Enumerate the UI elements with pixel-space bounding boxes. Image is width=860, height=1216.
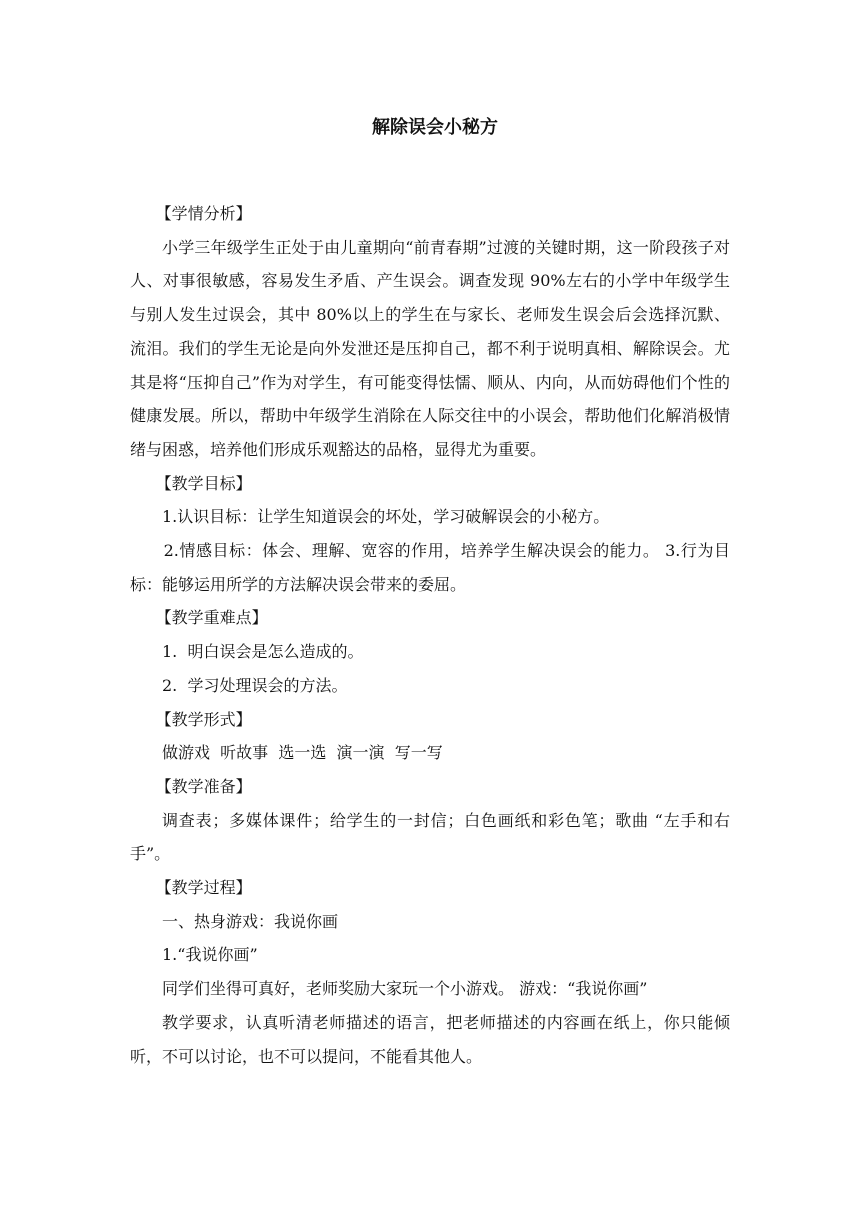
paragraph-mubiao-1: 1.认识目标：让学生知道误会的坏处，学习破解误会的小秘方。 xyxy=(162,507,610,527)
section-heading-mubiao: 【教学目标】 xyxy=(155,473,252,493)
paragraph-mubiao-2: 2.情感目标：体会、理解、宽容的作用，培养学生解决误会的能力。 3.行为目标：能够运用所学的方法解决误会带来的委屈。 xyxy=(130,541,730,594)
list-item-zhongnandian-1: 1. 明白误会是怎么造成的。 xyxy=(162,642,364,662)
paragraph-xingshi: 做游戏 听故事 选一选 演一演 写一写 xyxy=(162,743,443,763)
section-heading-zhunbei: 【教学准备】 xyxy=(155,776,252,796)
document-body xyxy=(130,112,730,1073)
paragraph-guocheng-1-3: 教学要求，认真听清老师描述的语言，把老师描述的内容画在纸上，你只能倾听，不可以讨论，也不可以提问，不能看其他人。 xyxy=(130,1012,730,1066)
paragraph-xueqing: 小学三年级学生正处于由儿童期向“前青春期”过渡的关键时期，这一阶段孩子对人、对事很敏感，容易发生矛盾、产生误会。调查发现 90%左右的小学中年级学生与别人发生过误会，其中 80%以上的学生在与家长、老师发生误会后会选择沉默、流泪。我们的学生无论是向外发泄还是压抑自己，都不利于说明真相、解除误会。尤其是将“压抑自己”作为对学生，有可能变得怯懦、顺从、内向，从而妨碍他们个性的健康发展。所以，帮助中年级学生消除在人际交往中的小误会，帮助他们化解消极情绪与困惑，培养他们形成乐观豁达的品格，显得尤为重要。 xyxy=(130,237,730,459)
document-title: 解除误会小秘方 xyxy=(372,117,498,138)
paragraph-guocheng-1: 一、热身游戏：我说你画 xyxy=(162,911,339,931)
section-heading-xingshi: 【教学形式】 xyxy=(155,709,252,729)
section-heading-xueqing: 【学情分析】 xyxy=(155,204,252,223)
paragraph-guocheng-1-1: 1.“我说你画” xyxy=(162,945,258,965)
list-item-zhongnandian-2: 2. 学习处理误会的方法。 xyxy=(162,675,348,695)
paragraph-guocheng-1-2: 同学们坐得可真好，老师奖励大家玩一个小游戏。 游戏：“我说你画” xyxy=(162,979,648,999)
paragraph-zhunbei: 调查表；多媒体课件；给学生的一封信；白色画纸和彩色笔；歌曲 “左手和右手”。 xyxy=(130,810,730,864)
section-heading-zhongnandian: 【教学重难点】 xyxy=(155,608,268,628)
section-heading-guocheng: 【教学过程】 xyxy=(155,878,252,898)
